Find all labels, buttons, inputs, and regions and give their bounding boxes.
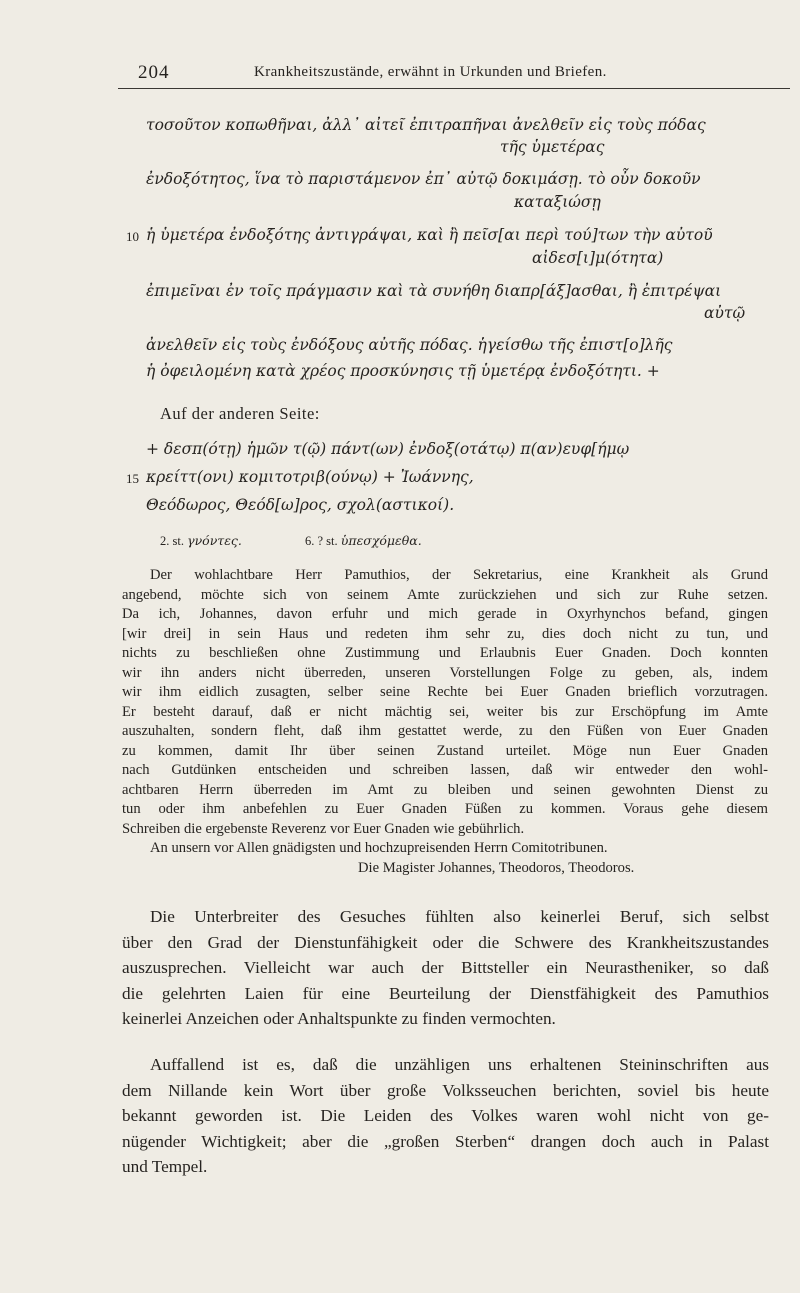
note-1-greek: γνόντες.: [187, 533, 242, 548]
paragraph-line: bekannt geworden ist. Die Leiden des Volkes waren wohl nicht von ge-: [122, 1106, 769, 1125]
note-2-label: 6. ? st.: [305, 534, 338, 548]
translation-line: [wir drei] in sein Haus und redeten ihm sehr zu, dies doch nicht zu tun, und: [122, 625, 768, 642]
other-side-heading: Auf der anderen Seite:: [160, 404, 320, 423]
running-head: Krankheitszustände, erwähnt in Urkunden und Briefen.: [254, 64, 607, 80]
translation-line: auszuhalten, sondern fleht, daß ihm gestattet werde, zu den Füßen von Euer Gnaden: [122, 723, 768, 739]
paragraph-line: dem Nillande kein Wort über große Volksseuchen berichten, soviel bis heute: [122, 1080, 769, 1100]
address-line-3: Θεόδωρος, Θεόδ[ω]ρος, σχολ(αστικοί).: [146, 496, 455, 514]
paragraph-line: keinerlei Anzeichen oder Anhaltspunkte zu finden vermochten.: [122, 1009, 556, 1028]
paragraph-line: auszusprechen. Vielleicht war auch der Bittsteller ein Neurastheniker, so daß: [122, 958, 769, 977]
note-2: [305, 533, 422, 549]
translation-line: angebend, möchte sich von seinem Amte zurückziehen und sich zur Ruhe setzen.: [122, 586, 768, 603]
address-line-2: κρείττ(ονι) κομιτοτριβ(ούνῳ) + Ἰωάννης,: [146, 468, 474, 486]
translation-line: Der wohlachtbare Herr Pamuthios, der Sekretarius, eine Krankheit als Grund: [150, 567, 768, 583]
greek-line-2b: καταξιώσῃ: [514, 193, 601, 211]
greek-line-3: ἡ ὑμετέρα ἐνδοξότης ἀντιγράψαι, καὶ ἢ πεῖσ[αι περὶ τού]των τὴν αὐτοῦ: [146, 226, 713, 244]
greek-line-3b: αἰδεσ[ι]μ(ότητα): [532, 249, 664, 267]
paragraph-line: und Tempel.: [122, 1157, 208, 1176]
paragraph-1: [122, 904, 769, 1032]
translation-line: Er besteht darauf, daß er nicht mächtig sei, weiter bis zur Erschöpfung im Amte: [122, 703, 768, 720]
paragraph-line: über den Grad der Dienstunfähigkeit oder die Schwere des Krankheitszustandes: [122, 932, 769, 952]
page-number: 204: [138, 62, 170, 83]
translation-line: nach Gutdünken entscheiden und schreiben lassen, daß wir entweder den wohl-: [122, 762, 768, 778]
note-1: [160, 533, 242, 549]
translation-line: wir ihm eidlich zusagten, selber seine Rechte bei Euer Gnaden brieflich vorzutragen.: [122, 684, 768, 700]
paragraph-line: Die Unterbreiter des Gesuches fühlten also keinerlei Beruf, sich selbst: [150, 907, 769, 926]
greek-line-1: τοσοῦτον κοπωθῆναι, ἀλλ᾽ αἰτεῖ ἐπιτραπῆναι ἀνελθεῖν εἰς τοὺς πόδας: [146, 116, 706, 134]
line-number-10: 10: [126, 229, 139, 244]
translation-paragraph: [122, 566, 768, 859]
translation-line: zu kommen, damit Ihr über seinen Zustand urteilet. Möge nun Euer Gnaden: [122, 742, 768, 759]
translation-line: wir ihn anders nicht überreden, unseren Vorstellungen Folge zu geben, als, indem: [122, 664, 768, 681]
paragraph-line: nügender Wichtigkeit; aber die „großen Sterben“ drangen doch auch in Palast: [122, 1131, 769, 1151]
paragraph-line: Auffallend ist es, daß die unzähligen uns erhaltenen Steininschriften aus: [150, 1055, 769, 1074]
translation-line: achtbaren Herrn überreden im Amt zu bleiben und seinen gewohnten Dienst zu: [122, 781, 768, 798]
greek-line-1b: τῆς ὑμετέρας: [500, 138, 605, 156]
greek-line-5: ἀνελθεῖν εἰς τοὺς ἐνδόξους αὐτῆς πόδας. ἡγείσθω τῆς ἐπιστ[ο]λῆς: [146, 336, 673, 354]
translation-signature: Die Magister Johannes, Theodoros, Theodoros.: [358, 860, 635, 876]
greek-line-2: ἐνδοξότητος, ἵνα τὸ παριστάμενον ἐπ᾽ αὐτῷ δοκιμάσῃ. τὸ οὖν δοκοῦν: [146, 170, 701, 188]
note-2-greek: ὑπεσχόμεθα.: [340, 533, 422, 548]
paragraph-line: die gelehrten Laien für eine Beurteilung der Dienstfähigkeit des Pamuthios: [122, 983, 769, 1003]
paragraph-2: [122, 1052, 769, 1180]
translation-address: An unsern vor Allen gnädigsten und hochzupreisenden Herrn Comitotribunen.: [150, 840, 608, 856]
translation-line: Da ich, Johannes, davon erfuhr und mich gerade in Oxyrhynchos befand, gingen: [122, 606, 768, 622]
line-number-15: 15: [126, 471, 139, 486]
greek-line-6: ἡ ὀφειλομένη κατὰ χρέος προσκύνησις τῇ ὑμετέρᾳ ἐνδοξότητι. +: [146, 362, 660, 380]
header-rule: [118, 88, 790, 89]
translation-line: nichts zu beschließen ohne Zustimmung und Erlaubnis Euer Gnaden. Doch konnten: [122, 645, 768, 661]
translation-line: tun oder ihm anbefehlen zu Euer Gnaden Füßen zu kommen. Voraus gehe diesem: [122, 801, 768, 817]
note-1-label: 2. st.: [160, 534, 184, 548]
translation-line: Schreiben die ergebenste Reverenz vor Euer Gnaden wie gebührlich.: [122, 820, 525, 837]
address-line-1: + δεσπ(ότῃ) ἡμῶν τ(ῷ) πάντ(ων) ἐνδοξ(οτάτῳ) π(αν)ευφ[ήμῳ: [146, 440, 630, 458]
greek-line-4b: αὐτῷ: [704, 304, 746, 322]
greek-line-4: ἐπιμεῖναι ἐν τοῖς πράγμασιν καὶ τὰ συνήθη διαπρ[άξ]ασθαι, ἢ ἐπιτρέψαι: [146, 282, 722, 300]
